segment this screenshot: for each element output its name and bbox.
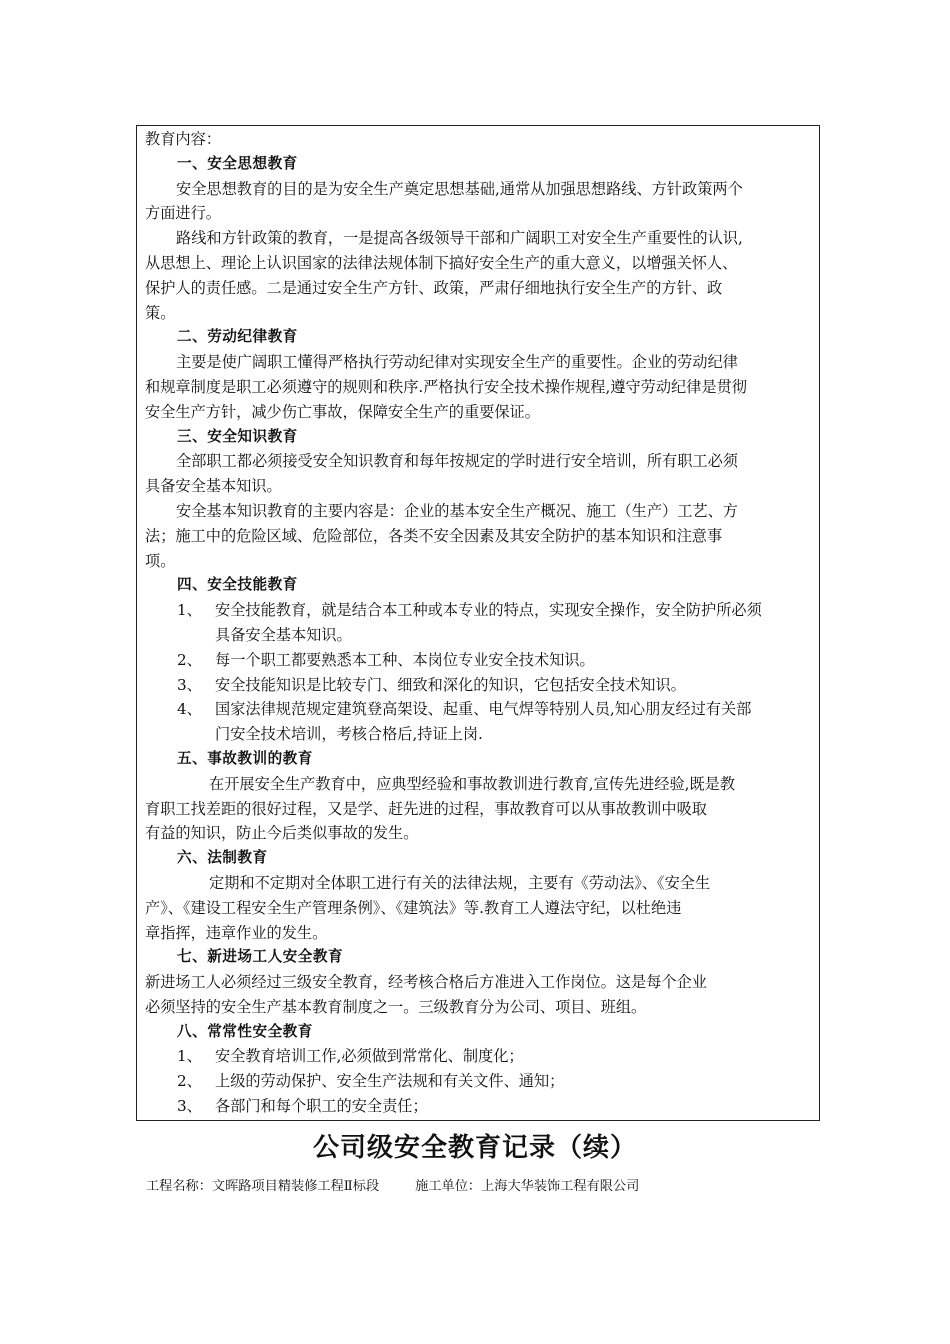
section-2-line: 主要是使广阔职工懂得严格执行劳动纪律对实现安全生产的重要性。企业的劳动纪律: [176, 353, 738, 372]
section-4-item: [145, 673, 812, 698]
section-8-heading: 八、常常性安全教育: [177, 1022, 313, 1040]
education-content-box: [136, 125, 820, 1121]
section-3-line: 安全基本知识教育的主要内容是：企业的基本安全生产概况、施工（生产）工艺、方: [176, 501, 738, 520]
item-number: 2、: [177, 650, 202, 669]
section-1-line: 方面进行。: [145, 204, 221, 223]
section-4-heading: 四、安全技能教育: [177, 576, 298, 594]
section-3-heading: 三、安全知识教育: [177, 427, 298, 445]
section-5-line: 有益的知识，防止今后类似事故的发生。: [145, 824, 419, 843]
section-7-heading: 七、新进场工人安全教育: [177, 948, 344, 966]
section-3-line: 具备安全基本知识。: [145, 477, 282, 496]
section-8-item: [145, 1094, 812, 1119]
item-number: 2、: [177, 1072, 202, 1091]
section-1-line: 保护人的责任感。二是通过安全生产方针、政策，严肃仔细地执行安全生产的方针、政: [145, 278, 723, 297]
section-2-heading: 二、劳动纪律教育: [177, 328, 298, 346]
section-6-line: 定期和不定期对全体职工进行有关的法律法规，主要有《劳动法》、《安全生: [209, 873, 711, 892]
section-4-item: [145, 648, 812, 673]
section-5-heading: 五、事故教训的教育: [177, 749, 313, 767]
section-2-line: 和规章制度是职工必须遵守的规则和秩序.严格执行安全技术操作规程,遵守劳动纪律是贯彻: [145, 377, 747, 396]
item-text: 国家法律规范规定建筑登高架设、起重、电气焊等特别人员,知心朋友经过有关部: [215, 700, 752, 719]
item-number: 3、: [177, 675, 202, 694]
project-name: 工程名称：文晖路项目精装修工程Ⅱ标段: [146, 1179, 380, 1194]
section-7-line: 必须坚持的安全生产基本教育制度之一。三级教育分为公司、项目、班组。: [145, 997, 647, 1016]
section-4-item-cont: 具备安全基本知识。: [215, 625, 352, 644]
item-text: 每一个职工都要熟悉本工种、本岗位专业安全技术知识。: [215, 650, 595, 669]
item-number: 4、: [177, 700, 202, 719]
contractor-name: 施工单位：上海大华装饰工程有限公司: [415, 1179, 640, 1194]
item-number: 1、: [177, 1047, 202, 1066]
section-1-heading: 一、安全思想教育: [177, 154, 298, 172]
section-8-item: [145, 1044, 812, 1069]
record-footer: [146, 1175, 639, 1194]
section-7-line: 新进场工人必须经过三级安全教育，经考核合格后方准进入工作岗位。这是每个企业: [145, 973, 707, 992]
page-title: 公司级安全教育记录（续）: [312, 1133, 637, 1163]
item-number: 3、: [177, 1097, 202, 1116]
item-text: 安全教育培训工作,必须做到常常化、制度化；: [215, 1047, 524, 1066]
section-6-heading: 六、法制教育: [177, 849, 268, 867]
section-1-line: 策。: [145, 303, 176, 322]
section-6-line: 章指挥，违章作业的发生。: [145, 923, 328, 942]
item-text: 各部门和每个职工的安全责任；: [215, 1097, 428, 1116]
section-4-item: [145, 598, 812, 623]
section-1-line: 路线和方针政策的教育，一是提高各级领导干部和广阔职工对安全生产重要性的认识,: [176, 229, 743, 248]
item-number: 1、: [177, 601, 202, 620]
section-6-line: 产》、《建设工程安全生产管理条例》、《建筑法》等.教育工人遵法守纪，以杜绝违: [145, 898, 682, 917]
section-4-item-cont: 门安全技术培训，考核合格后,持证上岗.: [215, 725, 483, 744]
section-1-line: 从思想上、理论上认识国家的法律法规体制下搞好安全生产的重大意义，以增强关怀人、: [145, 253, 738, 272]
section-8-item: [145, 1069, 812, 1094]
section-3-line: 法；施工中的危险区域、危险部位，各类不安全因素及其安全防护的基本知识和注意事: [145, 526, 723, 545]
item-text: 安全技能知识是比较专门、细致和深化的知识，它包括安全技术知识。: [215, 675, 686, 694]
section-2-line: 安全生产方针，减少伤亡事故，保障安全生产的重要保证。: [145, 402, 540, 421]
section-5-line: 在开展安全生产教育中，应典型经验和事故教训进行教育,宣传先进经验,既是教: [209, 774, 736, 793]
section-3-line: 项。: [145, 551, 176, 570]
section-4-item: [145, 697, 812, 722]
item-text: 上级的劳动保护、安全生产法规和有关文件、通知；: [215, 1072, 565, 1091]
section-1-line: 安全思想教育的目的是为安全生产奠定思想基础,通常从加强思想路线、方针政策两个: [176, 179, 743, 198]
section-5-line: 育职工找差距的很好过程，又是学、赶先进的过程，事故教育可以从事故教训中吸取: [145, 799, 707, 818]
intro-label: 教育内容：: [145, 130, 221, 148]
item-text: 安全技能教育，就是结合本工种或本专业的特点，实现安全操作，安全防护所必须: [215, 601, 762, 620]
section-3-line: 全部职工都必须接受安全知识教育和每年按规定的学时进行安全培训，所有职工必须: [176, 452, 738, 471]
